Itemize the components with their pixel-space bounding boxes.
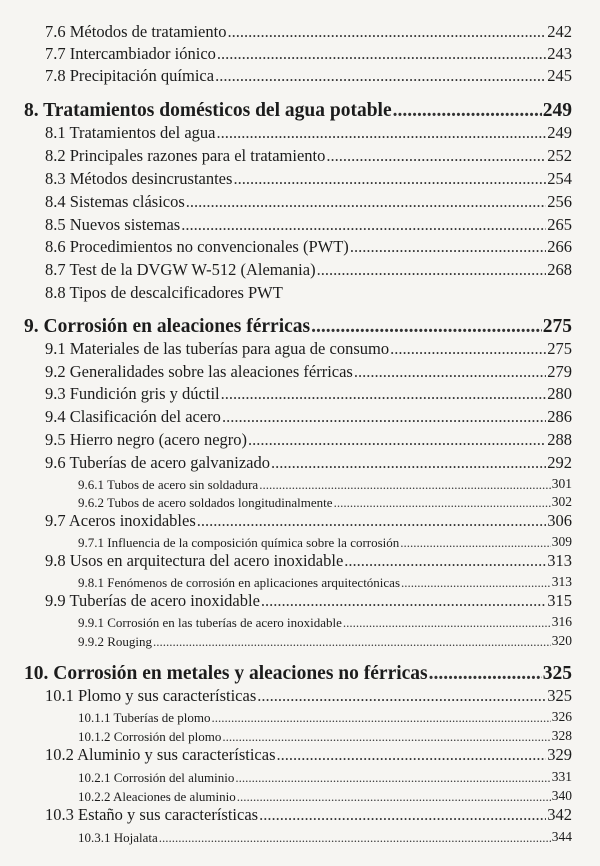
toc-entry-title: 9.3 Fundición gris y dúctil (45, 384, 220, 403)
toc-entry-page: 245 (547, 66, 572, 85)
toc-entry-title: 7.6 Métodos de tratamiento (45, 22, 227, 41)
toc-entry (45, 432, 572, 449)
toc-subentry-title: 10.2.1 Corrosión del aluminio (78, 769, 235, 785)
toc-entry-title: 9.4 Clasificación del acero (45, 407, 221, 426)
dot-leader (216, 125, 546, 142)
dot-leader (429, 664, 542, 684)
toc-subentry (78, 535, 572, 549)
toc-entry-page: 268 (547, 260, 572, 279)
toc-subentry (78, 495, 572, 509)
dot-leader (343, 616, 551, 629)
dot-leader (212, 711, 551, 724)
toc-entry-title: 9.8 Usos en arquitectura del acero inoxidable (45, 551, 344, 570)
dot-leader (197, 513, 546, 530)
toc-entry-page: 275 (547, 339, 572, 358)
toc-entry (45, 285, 572, 302)
toc-entry (45, 148, 572, 165)
toc-entry-title: 8.3 Métodos desincrustantes (45, 169, 233, 188)
toc-chapter (24, 664, 572, 684)
toc-entry-title: 10.3 Estaño y sus características (45, 805, 259, 824)
toc-entry (45, 341, 572, 358)
toc-entry (45, 593, 572, 610)
dot-leader (390, 341, 546, 358)
toc-entry-page: 325 (547, 686, 572, 705)
dot-leader (235, 771, 550, 784)
dot-leader (222, 730, 550, 743)
toc-entry-page: 286 (547, 407, 572, 426)
toc-chapter-page: 249 (542, 100, 572, 121)
toc-subentry-title: 10.1.1 Tuberías de plomo (78, 709, 211, 725)
toc-entry (45, 386, 572, 403)
toc-subentry (78, 770, 572, 784)
toc-entry-page: 252 (547, 146, 572, 165)
toc-chapter-title: 8. Tratamientos domésticos del agua potable (24, 100, 392, 121)
toc-entry-title: 10.2 Aluminio y sus características (45, 745, 276, 764)
toc-chapter-page: 275 (542, 316, 572, 337)
toc-entry-page: 342 (547, 805, 572, 824)
toc-subentry (78, 830, 572, 844)
toc-entry (45, 217, 572, 234)
toc-entry-title: 7.8 Precipitación química (45, 66, 215, 85)
toc-subentry (78, 729, 572, 743)
toc-subentry-page: 309 (551, 534, 572, 549)
toc-subentry-page: 320 (551, 633, 572, 648)
dot-leader (271, 455, 546, 472)
toc-entry-page: 315 (547, 591, 572, 610)
dot-leader (393, 101, 542, 121)
toc-entry-page: 256 (547, 192, 572, 211)
dot-leader (259, 478, 551, 491)
toc-subentry-page: 340 (551, 788, 572, 803)
toc-entry-page: 242 (547, 22, 572, 41)
toc-subentry-title: 10.2.2 Aleaciones de aluminio (78, 788, 236, 804)
toc-subentry-page: 302 (551, 494, 572, 509)
toc-subentry-page: 313 (551, 574, 572, 589)
toc-chapter-title: 9. Corrosión en aleaciones férricas (24, 316, 311, 337)
toc-entry-title: 9.1 Materiales de las tuberías para agua de consumo (45, 339, 390, 358)
toc-subentry (78, 710, 572, 724)
toc-entry (45, 24, 572, 41)
toc-entry-title: 9.5 Hierro negro (acero negro) (45, 430, 248, 449)
toc-entry-page: 249 (547, 123, 572, 142)
toc-entry-title: 8.7 Test de la DVGW W-512 (Alemania) (45, 260, 316, 279)
dot-leader (227, 24, 546, 41)
toc-chapter-page: 325 (542, 663, 572, 684)
toc-entry-title: 8.5 Nuevos sistemas (45, 215, 181, 234)
toc-subentry-title: 10.1.2 Corrosión del plomo (78, 728, 222, 744)
dot-leader (350, 239, 546, 256)
toc-entry-page: 313 (547, 551, 572, 570)
dot-leader (344, 553, 546, 570)
toc-entry-title: 8.2 Principales razones para el tratamiento (45, 146, 326, 165)
toc-entry-page: 280 (547, 384, 572, 403)
toc-entry-title: 9.7 Aceros inoxidables (45, 511, 196, 530)
toc-subentry-title: 9.8.1 Fenómenos de corrosión en aplicaciones arquitectónicas (78, 574, 401, 590)
toc-entry-title: 8.4 Sistemas clásicos (45, 192, 185, 211)
dot-leader (311, 317, 542, 337)
toc-entry (45, 125, 572, 142)
dot-leader (237, 790, 551, 803)
toc-entry (45, 194, 572, 211)
toc-subentry (78, 575, 572, 589)
toc-chapter-title: 10. Corrosión en metales y aleaciones no férricas (24, 663, 428, 684)
dot-leader (326, 148, 546, 165)
toc-entry (45, 688, 572, 705)
toc-entry-page: 279 (547, 362, 572, 381)
dot-leader (248, 432, 546, 449)
toc-subentry-title: 9.6.2 Tubos de acero soldados longitudinalmente (78, 494, 333, 510)
toc-subentry-title: 9.6.1 Tubos de acero sin soldadura (78, 476, 259, 492)
toc-entry (45, 262, 572, 279)
toc-entry-page: 288 (547, 430, 572, 449)
toc-entry (45, 364, 572, 381)
toc-entry (45, 409, 572, 426)
toc-entry (45, 239, 572, 256)
toc-entry-title: 9.9 Tuberías de acero inoxidable (45, 591, 260, 610)
toc-entry-title: 8.6 Procedimientos no convencionales (PWT) (45, 237, 349, 256)
toc-entry-title: 9.2 Generalidades sobre las aleaciones férricas (45, 362, 353, 381)
dot-leader (233, 171, 546, 188)
dot-leader (153, 635, 551, 648)
dot-leader (159, 831, 551, 844)
toc-subentry (78, 615, 572, 629)
toc-subentry-title: 9.9.2 Rouging (78, 633, 153, 649)
dot-leader (215, 68, 546, 85)
toc-chapter (24, 317, 572, 337)
dot-leader (400, 536, 550, 549)
toc-entry-page: 265 (547, 215, 572, 234)
toc-entry-page: 254 (547, 169, 572, 188)
dot-leader (317, 262, 547, 279)
toc-entry-title: 8.1 Tratamientos del agua (45, 123, 216, 142)
toc-entry-page: 243 (547, 44, 572, 63)
toc-entry (45, 455, 572, 472)
dot-leader (186, 194, 546, 211)
toc-subentry-page: 331 (551, 769, 572, 784)
toc-subentry-page: 328 (551, 728, 572, 743)
toc-entry-page: 329 (547, 745, 572, 764)
toc-entry (45, 171, 572, 188)
toc-subentry-title: 10.3.1 Hojalata (78, 829, 158, 845)
toc-entry (45, 46, 572, 63)
toc-entry-title: 7.7 Intercambiador iónico (45, 44, 216, 63)
toc-entry-title: 10.1 Plomo y sus características (45, 686, 257, 705)
toc-entry (45, 553, 572, 570)
toc-subentry (78, 634, 572, 648)
toc-entry-page: 266 (547, 237, 572, 256)
toc-entry-title: 9.6 Tuberías de acero galvanizado (45, 453, 270, 472)
dot-leader (354, 364, 546, 381)
dot-leader (334, 496, 551, 509)
toc-subentry-page: 316 (551, 614, 572, 629)
toc-subentry-title: 9.7.1 Influencia de la composición química sobre la corrosión (78, 534, 400, 550)
toc-subentry-title: 9.9.1 Corrosión en las tuberías de acero inoxidable (78, 614, 342, 630)
toc-subentry-page: 344 (551, 829, 572, 844)
toc-subentry-page: 301 (551, 476, 572, 491)
toc-chapter (24, 101, 572, 121)
toc-subentry (78, 789, 572, 803)
toc-subentry-page: 326 (551, 709, 572, 724)
toc-subentry (78, 477, 572, 491)
dot-leader (277, 747, 547, 764)
toc-entry-page: 292 (547, 453, 572, 472)
toc-entry (45, 513, 572, 530)
dot-leader (259, 807, 546, 824)
dot-leader (181, 217, 546, 234)
toc-entry-page: 306 (547, 511, 572, 530)
toc-entry-title: 8.8 Tipos de descalcificadores PWT (45, 283, 283, 302)
dot-leader (222, 409, 546, 426)
dot-leader (217, 46, 546, 63)
toc-entry (45, 807, 572, 824)
dot-leader (257, 688, 546, 705)
dot-leader (401, 576, 551, 589)
dot-leader (261, 593, 546, 610)
toc-entry (45, 68, 572, 85)
dot-leader (221, 386, 547, 403)
toc-entry (45, 747, 572, 764)
